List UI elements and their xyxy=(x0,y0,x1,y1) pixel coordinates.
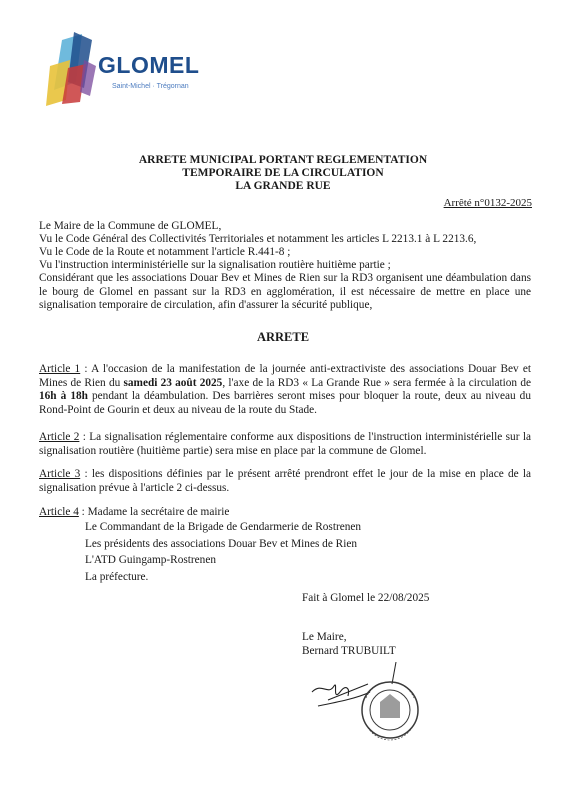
signature-and-stamp xyxy=(308,662,433,742)
signature-role: Le Maire, xyxy=(302,631,347,643)
article-3 xyxy=(39,468,531,495)
list-item: La préfecture. xyxy=(85,570,149,583)
article-1-text-b: , l'axe de la RD3 « La Grande Rue » sera fermée à la circulation de xyxy=(222,376,531,389)
signature-icon xyxy=(308,662,433,742)
arrete-heading: ARRETE xyxy=(256,330,310,344)
article-2-label: Article 2 xyxy=(39,431,80,443)
preamble-vu-cgct: Vu le Code Général des Collectivités Territoriales et notamment les articles L 2213.1 à L 2213.6, xyxy=(39,233,477,245)
article-4 xyxy=(39,506,229,520)
article-1 xyxy=(39,363,531,417)
page-title-line-2: TEMPORAIRE DE LA CIRCULATION xyxy=(182,167,384,179)
mairie-stamp-icon xyxy=(362,682,418,740)
list-item: Les présidents des associations Douar Bev et Mines de Rien xyxy=(85,537,358,550)
signature-place-date: Fait à Glomel le 22/08/2025 xyxy=(302,592,430,604)
article-2 xyxy=(39,431,531,458)
arrete-reference: Arrêté n°0132-2025 xyxy=(443,197,532,209)
preamble-mayor: Le Maire de la Commune de GLOMEL, xyxy=(39,220,222,232)
article-3-label: Article 3 xyxy=(39,468,81,480)
glomel-logo xyxy=(40,30,210,110)
article-1-label: Article 1 xyxy=(39,363,81,375)
preamble-vu-instruction: Vu l'instruction interministérielle sur la signalisation routière huitième partie ; xyxy=(39,259,391,271)
preamble-vu-code-route: Vu le Code de la Route et notamment l'article R.441-8 ; xyxy=(39,246,291,258)
logo-subtitle: Saint-Michel · Trégornan xyxy=(112,83,189,90)
article-4-label: Article 4 xyxy=(39,506,79,518)
article-3-text: : les dispositions définies par le présent arrêté prendront effet le jour de la mise en place de la signalisation prévue à l'article 2 ci-dessus. xyxy=(39,468,531,494)
article-1-text-a: : A l'occasion de la manifestation de la journée anti-extractiviste des associations Douar Bev et Mines de Rien du xyxy=(39,363,531,389)
article-1-date: samedi 23 août 2025 xyxy=(123,376,223,389)
article-1-text-c: pendant la déambulation. Des barrières seront mises pour bloquer la route, deux au niveau du Rond-Point de Gourin et deux au niveau de la route du Stade. xyxy=(39,390,531,416)
logo-wordmark: GLOMEL xyxy=(98,52,200,78)
preamble-considerant: Considérant que les associations Douar Bev et Mines de Rien sur la RD3 organisent une déambulation dans le bourg de Glomel en passant sur la RD3 en agglomération, il est nécessaire de mettre en place une signalisation temporaire de circulation, afin d'assurer la sécurité publique, xyxy=(39,272,531,311)
list-item: Le Commandant de la Brigade de Gendarmerie de Rostrenen xyxy=(85,521,362,533)
article-4-text: : Madame la secrétaire de mairie xyxy=(78,506,230,518)
signature-name: Bernard TRUBUILT xyxy=(302,645,396,657)
list-item: L'ATD Guingamp-Rostrenen xyxy=(85,554,216,566)
article-2-text: : La signalisation réglementaire conforme aux dispositions de l'instruction interministérielle sur la signalisation routière (huitième partie) sera mise en place par la commune de Glomel. xyxy=(39,431,531,457)
page-title-line-1: ARRETE MUNICIPAL PORTANT REGLEMENTATION xyxy=(138,154,428,166)
page-title-line-3: LA GRANDE RUE xyxy=(235,180,331,192)
article-1-hours: 16h à 18h xyxy=(39,390,88,402)
article-4-recipients xyxy=(85,519,361,585)
